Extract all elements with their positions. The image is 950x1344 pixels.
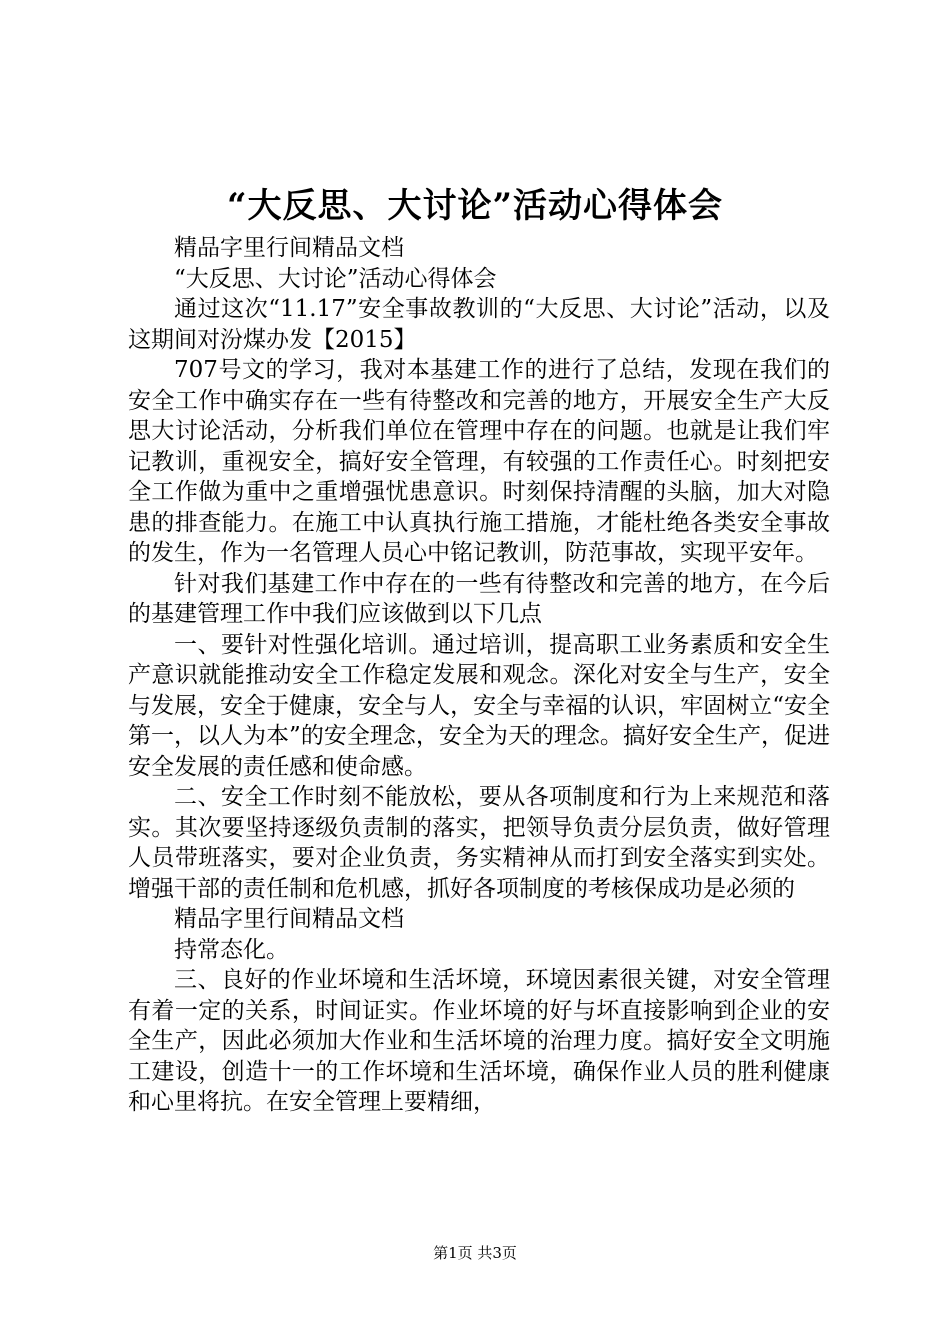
points-intro-paragraph: 针对我们基建工作中存在的一些有待整改和完善的地方，在今后的基建管理工作中我们应该做到以下几点 [128, 570, 830, 627]
point-three-paragraph: 三、良好的作业坏境和生活坏境，环境因素很关键，对安全管理有着一定的关系，时间证实。作业坏境的好与坏直接影响到企业的安全生产，因此必须加大作业和生活坏境的治理力度。搞好安全文明施工建设，创造十一的工作坏境和生活坏境，确保作业人员的胜利健康和心里将抗。在安全管理上要精细， [128, 967, 830, 1115]
document-body [128, 233, 830, 1118]
subtitle-paragraph: “大反思、大讨论”活动心得体会 [174, 265, 497, 292]
header-note-repeat: 精品字里行间精品文档 [174, 906, 404, 932]
document-title: “大反思、大讨论”活动心得体会 [226, 186, 724, 226]
intro-paragraph: 通过这次“11.17”安全事故教训的“大反思、大讨论”活动，以及这期间对汾煤办发【2015】 [128, 296, 830, 353]
point-two-paragraph: 二、安全工作时刻不能放松，要从各项制度和行为上来规范和落实。其次要坚持逐级负责制的落实，把领导负责分层负责，做好管理人员带班落实，要对企业负责，务实精神从而打到安全落实到实处。增强干部的责任制和危机感，抓好各项制度的考核保成功是必须的 [128, 784, 830, 902]
point-one-paragraph: 一、要针对性强化培训。通过培训，提高职工业务素质和安全生产意识就能推动安全工作稳定发展和观念。深化对安全与生产，安全与发展，安全于健康，安全与人，安全与幸福的认识，牢固树立“安全第一，以人为本”的安全理念，安全为天的理念。搞好安全生产，促进安全发展的责任感和使命感。 [128, 631, 830, 780]
summary-paragraph: 707号文的学习，我对本基建工作的进行了总结，发现在我们的安全工作中确实存在一些有待整改和完善的地方，开展安全生产大反思大讨论活动，分析我们单位在管理中存在的问题。也就是让我们牢记教训，重视安全，搞好安全管理，有较强的工作责任心。时刻把安全工作做为重中之重增强忧患意识。时刻保持清醒的头脑，加大对隐患的排查能力。在施工中认真执行施工措施，才能杜绝各类安全事故的发生，作为一名管理人员心中铭记教训，防范事故，实现平安年。 [128, 357, 830, 566]
continuation-paragraph: 持常态化。 [174, 936, 289, 963]
page-number-footer: 第1页 共3页 [433, 1244, 517, 1262]
header-note: 精品字里行间精品文档 [174, 235, 404, 261]
